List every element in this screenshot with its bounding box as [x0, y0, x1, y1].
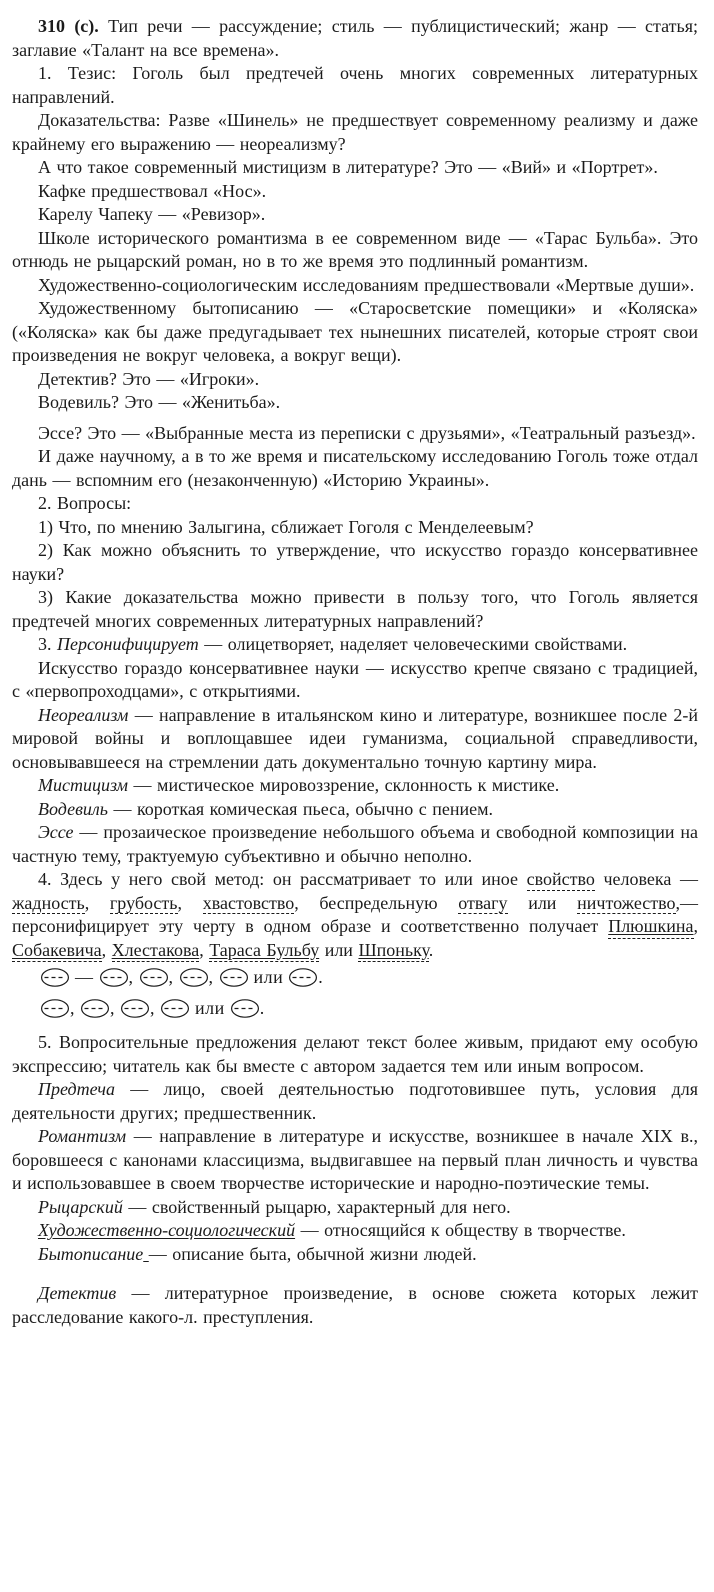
underlined-italic-term: Художественно-социологический [38, 1220, 296, 1240]
paragraph [12, 274, 698, 298]
paragraph [12, 368, 698, 392]
paragraph [12, 156, 698, 180]
text-run: человека — [594, 869, 698, 889]
sentence-scheme-row [12, 993, 698, 1024]
text-run: Карелу Чапеку — «Ревизор». [38, 204, 266, 224]
italic-term: Романтизм [38, 1126, 127, 1146]
text-run: Художественно-социологическим исследованиям предшествовали «Мертвые души». [38, 274, 695, 295]
scheme-oval-icon [40, 967, 70, 987]
paragraph [12, 704, 698, 775]
scheme-oval-icon [139, 967, 169, 987]
text-run: 1) Что, по мнению Залыгина, сближает Гоголя с Менделеевым? [38, 516, 534, 537]
paragraph [12, 492, 698, 516]
text-run: Художественному бытописанию — «Старосветские помещики» и «Коляска» («Коляска» как бы даже предугадывает тех нынешних писателей, которые строят свои произведения не вокруг человека, а вокруг вещи). [12, 298, 698, 365]
text-run: — направление в итальянском кино и литературе, возникшее после 2-й мировой войны и воплощавшее идеи гуманизма, социальной справедливости, основывавшееся на стремлении дать документально точную картину мира. [12, 704, 698, 772]
paragraph [12, 1078, 698, 1125]
text-run: Детектив? Это — «Игроки». [38, 368, 260, 389]
paragraph [12, 774, 698, 798]
text-run: 2. Вопросы: [38, 493, 132, 513]
scheme-text: или [248, 967, 289, 987]
text-run: — описание быта, обычной жизни людей. [148, 1243, 477, 1264]
paragraph [12, 227, 698, 274]
text-run: — прозаическое произведение небольшого объема и свободной композиции на частную тему, трактуемую субъективно и обычно неполно. [12, 822, 698, 866]
paragraph [12, 1125, 698, 1196]
scheme-oval-icon [288, 967, 318, 987]
dashed-underlined-word: ничтожество [577, 892, 676, 913]
text-run: И даже научному, а в то же время и писательскому исследованию Гоголь тоже отдал дань — вспомним его (незаконченную) «Историю Украины». [12, 446, 698, 490]
document-content [12, 15, 698, 1329]
scheme-text: . [259, 998, 265, 1018]
dashed-underlined-word: отвагу [458, 892, 508, 913]
paragraph [12, 15, 698, 62]
text-run: , [84, 892, 110, 913]
paragraph [12, 1196, 698, 1220]
text-run: 5. Вопросительные предложения делают текст более живым, придают ему особую экспрессию; читатель как бы вместе с автором задается тем или иным вопросом. [12, 1032, 698, 1076]
paragraph [12, 180, 698, 204]
paragraph [12, 657, 698, 704]
dashed-underlined-word: грубость [109, 892, 178, 913]
text-run: Искусство гораздо консервативнее науки — искусство крепче связано с традицией, с «первопроходцами», с открытиями. [12, 657, 698, 701]
scheme-text: , [110, 998, 120, 1018]
paragraph [12, 1031, 698, 1078]
scheme-text: , [150, 998, 160, 1018]
scheme-oval-icon [80, 998, 110, 1018]
text-run: Школе исторического романтизма в ее современном виде — «Тарас Бульба». Это отнюдь не рыцарский роман, но в то же время это подлинный романтизм. [12, 227, 698, 271]
text-run: 1. Тезис: Гоголь был предтечей очень многих современных литературных направлений. [12, 63, 698, 107]
paragraph [12, 422, 698, 446]
scheme-oval-icon [179, 967, 209, 987]
text-run: 2) Как можно объяснить то утверждение, что искусство гораздо консервативнее науки? [12, 540, 698, 584]
paragraph [12, 109, 698, 156]
dashed-underlined-word: жадность [12, 892, 85, 913]
paragraph [12, 868, 698, 962]
bold-text: 310 (с). [38, 16, 99, 36]
text-run: , беспредельную [294, 892, 459, 913]
italic-term: Эссе [38, 822, 74, 842]
paragraph [12, 633, 698, 657]
scheme-oval-icon [230, 998, 260, 1018]
text-run: , [177, 892, 203, 913]
scheme-text: — [70, 967, 99, 987]
text-run: Эссе? Это — «Выбранные места из переписки с друзьями», «Театральный разъезд». [38, 422, 696, 443]
paragraph [12, 62, 698, 109]
italic-term: Детектив [38, 1283, 117, 1303]
text-run: , [693, 916, 698, 936]
sentence-scheme-row [12, 962, 698, 993]
text-run: 4. Здесь у него свой метод: он рассматривает то или иное [38, 869, 527, 889]
scheme-text: . [318, 967, 324, 987]
underlined-name: Плюшкина [608, 916, 693, 939]
text-run: Доказательства: Разве «Шинель» не предшествует современному реализму и даже крайнему его выражению — неореализму? [12, 110, 698, 154]
paragraph [12, 516, 698, 540]
paragraph [12, 391, 698, 415]
text-run: — литературное произведение, в основе сюжета которых лежит расследование какого-л. преступления. [12, 1283, 698, 1327]
italic-term: Рыцарский [38, 1196, 123, 1217]
paragraph [12, 445, 698, 492]
scheme-oval-icon [160, 998, 190, 1018]
text-run: Кафке предшествовал «Нос». [38, 180, 267, 201]
scheme-oval-icon [120, 998, 150, 1018]
scheme-oval-icon [99, 967, 129, 987]
text-run: А что такое современный мистицизм в литературе? Это — «Вий» и «Портрет». [38, 157, 658, 177]
paragraph [12, 1243, 698, 1267]
italic-term: Персонифицирует [57, 634, 199, 654]
underlined-name: Собакевича [12, 940, 102, 963]
paragraph [12, 821, 698, 868]
underlined-name: Шпоньку [358, 940, 428, 963]
text-run: , [101, 939, 112, 960]
text-run: — мистическое мировоззрение, склонность к мистике. [128, 775, 560, 795]
text-run: — относящийся к обществу в творчестве. [295, 1220, 626, 1240]
paragraph [12, 203, 698, 227]
text-run: — короткая комическая пьеса, обычно с пением. [107, 798, 494, 819]
italic-term: Водевиль [38, 798, 108, 819]
text-run: Водевиль? Это — «Женитьба». [38, 392, 281, 412]
text-run: 3) Какие доказательства можно привести в пользу того, что Гоголь является предтечей многих современных литературных направлений? [12, 587, 698, 631]
text-run: или [319, 939, 359, 960]
scheme-text: , [70, 998, 80, 1018]
italic-term: Бытописание [38, 1243, 144, 1264]
paragraph [12, 539, 698, 586]
scheme-text: , [168, 967, 179, 987]
underlined-name: Тараса Бульбу [209, 940, 319, 963]
text-run: . [428, 939, 434, 960]
underlined-name: Хлестакова [112, 940, 200, 963]
paragraph [12, 586, 698, 633]
scheme-oval-icon [219, 967, 249, 987]
paragraph [12, 798, 698, 822]
scheme-text: или [190, 998, 230, 1018]
text-run: — олицетворяет, наделяет человеческими свойствами. [198, 634, 628, 654]
paragraph [12, 1282, 698, 1329]
italic-term: Мистицизм [38, 775, 129, 795]
text-run: ,— персонифицирует эту черту в одном образе и соответственно получает [12, 892, 698, 936]
text-run: — лицо, своей деятельностью подготовившее путь, условия для деятельности других; предшественник. [12, 1079, 698, 1123]
paragraph [12, 297, 698, 368]
italic-term: Неореализм [38, 704, 129, 725]
text-run: — направление в литературе и искусстве, возникшее в начале XIX в., боровшееся с канонами классицизма, выдвигавшее на первый план личность и чувства и использовавшее в своем творчестве исторические и народно-поэтические темы. [12, 1126, 698, 1193]
paragraph [12, 1219, 698, 1243]
text-run: — свойственный рыцарю, характерный для него. [122, 1196, 511, 1217]
text-run: 3. [38, 634, 57, 654]
text-run: , [199, 939, 210, 960]
scheme-text: , [128, 967, 139, 987]
scheme-oval-icon [40, 998, 70, 1018]
scheme-text: , [208, 967, 219, 987]
italic-term: Предтеча [38, 1079, 115, 1099]
text-run: Тип речи — рассуждение; стиль — публицистический; жанр — статья; заглавие «Талант на все времена». [12, 16, 698, 60]
dashed-underlined-word: хвастовство [202, 892, 295, 913]
dashed-underlined-word: свойство [526, 869, 595, 889]
text-run: или [507, 892, 578, 913]
